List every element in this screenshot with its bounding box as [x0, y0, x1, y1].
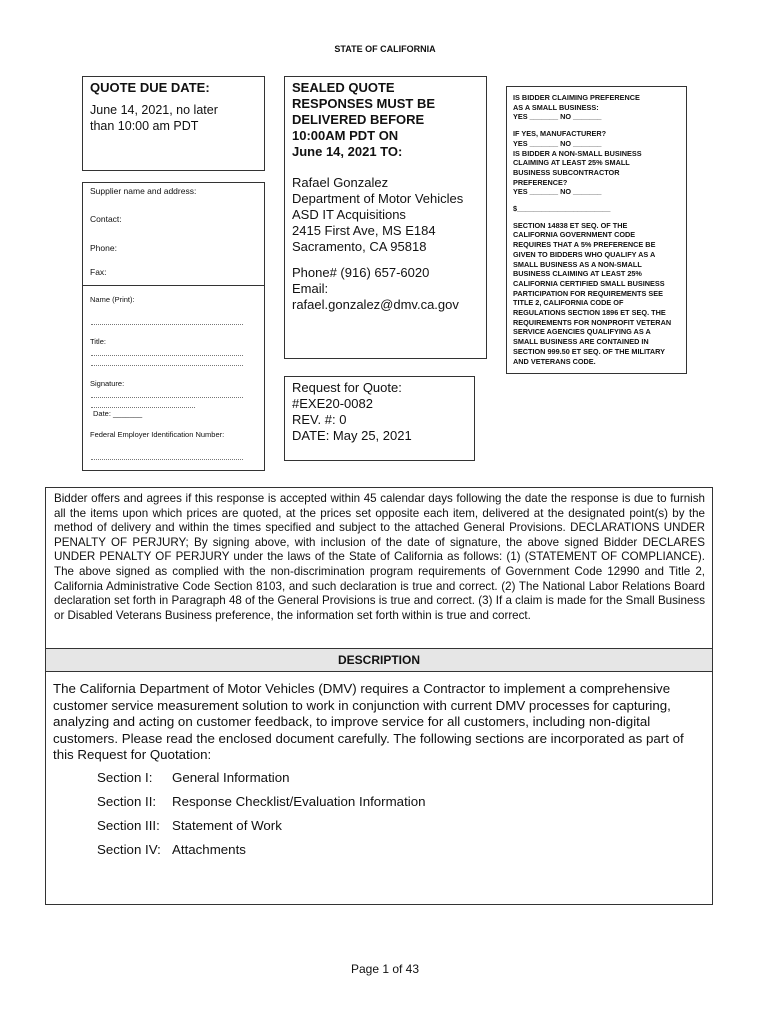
rfq-date: DATE: May 25, 2021 [292, 428, 412, 443]
sb-question: IS BIDDER CLAIMING PREFERENCE [513, 93, 640, 102]
description-heading: DESCRIPTION [46, 648, 712, 672]
small-business-box [506, 86, 687, 374]
section-number: Section II: [97, 794, 157, 809]
contact-street: 2415 First Ave, MS E184 [292, 223, 436, 238]
fein-label: Federal Employer Identification Number: [90, 430, 225, 439]
sealed-quote-title: 10:00AM PDT ON [292, 128, 399, 143]
contact-department: Department of Motor Vehicles [292, 191, 464, 206]
sealed-quote-box [284, 76, 487, 359]
sb-yes-no: YES _______ NO _______ [513, 187, 602, 197]
description-text: The California Department of Motor Vehicles (DMV) requires a Contractor to implement a comprehensive customer service measurement solution to work in conjunction with current DMV processes for capturing, analyzing and acting on customer feedback, to improve service for all customers, including non-digital customers. Please read the enclosed document carefully. The following sections are incorporated as part of this Request for Quotation: [53, 681, 684, 763]
sb-note-line: SMALL BUSINESS AS A NON-SMALL [513, 259, 642, 269]
title-label: Title: [90, 337, 106, 346]
sealed-quote-title: RESPONSES MUST BE [292, 96, 436, 111]
section-number: Section IV: [97, 842, 161, 857]
phone-label: Phone: [90, 243, 117, 253]
section-number: Section I: [97, 770, 153, 785]
sb-question: AS A SMALL BUSINESS: [513, 102, 599, 112]
date-label: Date: _______ [93, 409, 143, 418]
section-title: General Information [172, 770, 290, 785]
sb-note-line: GIVEN TO BIDDERS WHO QUALIFY AS A [513, 249, 656, 259]
sb-note-line: PARTICIPATION FOR REQUIREMENTS SEE [513, 288, 663, 298]
sb-note-line: TITLE 2, CALIFORNIA CODE OF [513, 298, 624, 308]
sb-question: IS BIDDER A NON-SMALL BUSINESS [513, 148, 642, 158]
section-number: Section III: [97, 818, 160, 833]
contact-email[interactable]: rafael.gonzalez@dmv.ca.gov [292, 297, 459, 312]
name-print-label: Name (Print): [90, 295, 135, 304]
quote-due-date-line: June 14, 2021, no later [90, 103, 218, 117]
sb-question: BUSINESS SUBCONTRACTOR [513, 167, 620, 177]
contact-city: Sacramento, CA 95818 [292, 239, 427, 254]
section-item [97, 770, 290, 785]
section-item [97, 842, 246, 857]
title-line [91, 355, 243, 356]
section-title: Statement of Work [172, 818, 282, 833]
sb-amount: $_______________________ [513, 204, 611, 214]
sb-note-line: REQUIREMENTS FOR NONPROFIT VETERAN [513, 317, 672, 327]
declaration-text: Bidder offers and agrees if this response is accepted within 45 calendar days following the date the response is due to furnish all the items upon which prices are quoted, at the prices set opposite each item, delivered at the designated point(s) by the method of delivery and within the times specified and subject to the attached General Provisions. DECLARATIONS UNDER PENALTY OF PERJURY; By signing above, with inclusion of the date of signature, the above signed Bidder DECLARES UNDER PENALTY OF PERJURY under the laws of the State of California as follows: (1) (STATEMENT OF COMPLIANCE). The above signed as complied with the non-discrimination program requirements of Government Code 12990 and Title 2, California Administrative Code Section 8103, and such declaration is true and correct. (2) The National Labor Relations Board declaration set forth in Paragraph 48 of the General Provisions is true and correct. (3) If a claim is made for the Small Business or Disabled Veterans Business preference, the information set forth within is true and correct. [54, 492, 705, 622]
sealed-quote-title: SEALED QUOTE [292, 80, 395, 95]
sb-yes-no: YES _______ NO _______ [513, 112, 602, 122]
signature-section [83, 285, 264, 286]
sealed-quote-title: DELIVERED BEFORE [292, 112, 425, 127]
fax-label: Fax: [90, 267, 107, 277]
contact-label: Contact: [90, 214, 122, 224]
contact-email-label: Email: [292, 281, 329, 296]
sb-question: IF YES, MANUFACTURER? [513, 129, 607, 139]
terms-and-description-box [45, 487, 713, 905]
quote-due-date-line: than 10:00 am PDT [90, 119, 199, 133]
sb-note-line: SERVICE AGENCIES QUALIFYING AS A [513, 327, 651, 337]
fein-line [91, 459, 243, 460]
supplier-name-address-label: Supplier name and address: [90, 186, 197, 196]
request-for-quote-box [284, 376, 475, 461]
signature-line [91, 407, 195, 408]
section-title: Response Checklist/Evaluation Information [172, 794, 426, 809]
sb-note-line: SECTION 14838 ET SEQ. OF THE [513, 220, 628, 230]
rfq-number: #EXE20-0082 [292, 396, 373, 411]
section-item [97, 818, 282, 833]
contact-division: ASD IT Acquisitions [292, 207, 406, 222]
sb-yes-no: YES _______ NO _______ [513, 138, 602, 148]
state-header: STATE OF CALIFORNIA [334, 44, 436, 54]
signature-line [91, 397, 243, 398]
sb-note-line: REGULATIONS SECTION 1896 ET SEQ. THE [513, 308, 666, 318]
sb-note-line: REQUIRES THAT A 5% PREFERENCE BE [513, 240, 656, 250]
quote-due-date-title: QUOTE DUE DATE: [90, 80, 210, 95]
contact-name: Rafael Gonzalez [292, 175, 389, 190]
signature-label: Signature: [90, 379, 125, 388]
sb-note-line: BUSINESS CLAIMING AT LEAST 25% [513, 269, 642, 279]
name-print-line [91, 324, 243, 325]
sealed-quote-title: June 14, 2021 TO: [292, 144, 403, 159]
rfq-revision: REV. #: 0 [292, 412, 347, 427]
rfq-label: Request for Quote: [292, 380, 402, 395]
sb-question: PREFERENCE? [513, 177, 568, 187]
page-number: Page 1 of 43 [350, 962, 420, 976]
section-title: Attachments [172, 842, 246, 857]
sb-note-line: CALIFORNIA CERTIFIED SMALL BUSINESS [513, 278, 665, 288]
quote-due-date-box [82, 76, 265, 171]
sb-note-line: AND VETERANS CODE. [513, 356, 596, 366]
supplier-info-box [82, 182, 265, 471]
sb-question: CLAIMING AT LEAST 25% SMALL [513, 158, 630, 168]
contact-phone: Phone# (916) 657-6020 [292, 265, 430, 280]
sb-note-line: SMALL BUSINESS ARE CONTAINED IN [513, 337, 649, 347]
sb-note-line: SECTION 999.50 ET SEQ. OF THE MILITARY [513, 346, 666, 356]
section-item [97, 794, 426, 809]
title-line [91, 365, 243, 366]
sb-note-line: CALIFORNIA GOVERNMENT CODE [513, 230, 636, 240]
